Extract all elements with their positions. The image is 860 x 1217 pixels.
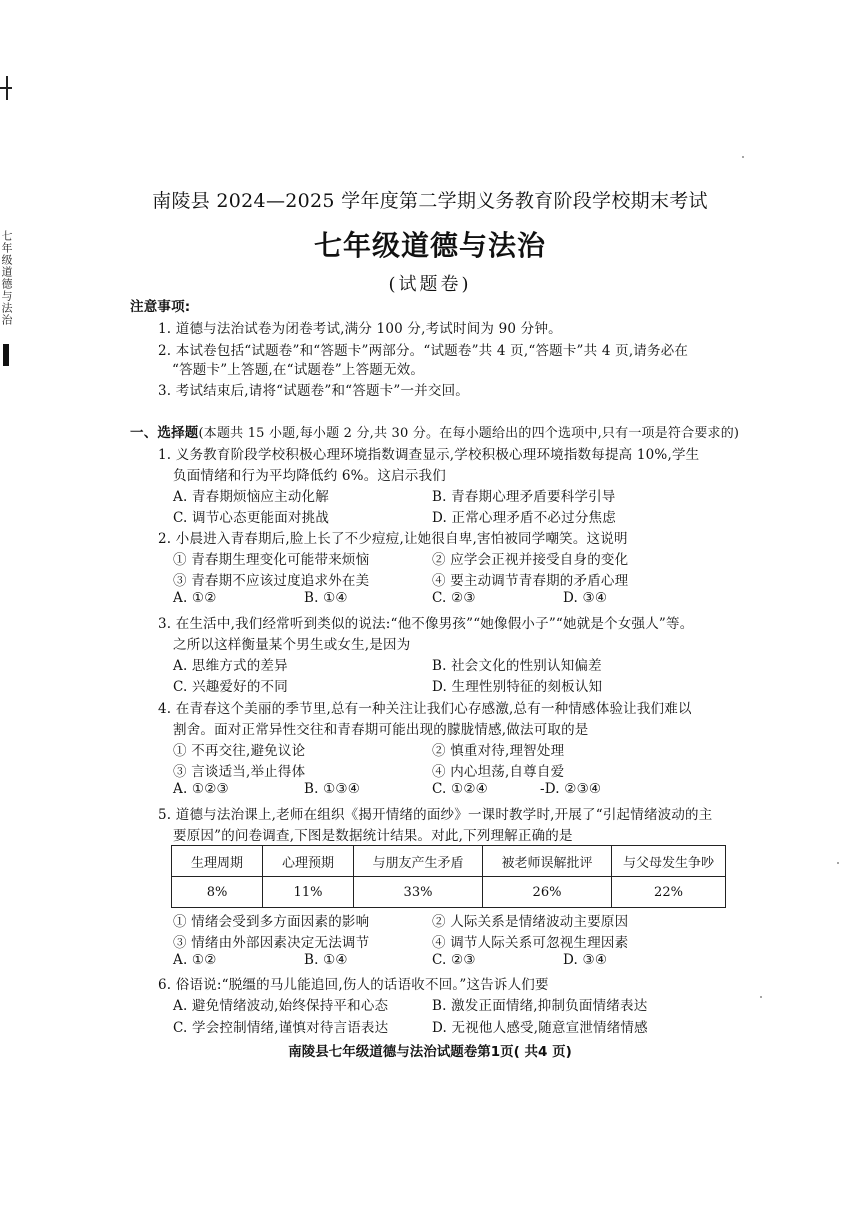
q2-stem: 2. 小晨进入青春期后,脸上长了不少痘痘,让她很自卑,害怕被同学嘲笑。这说明 xyxy=(158,531,628,547)
table-header-cell: 生理周期 xyxy=(172,846,263,877)
table-header-cell: 心理预期 xyxy=(263,846,354,877)
q1-option-c: C. 调节心态更能面对挑战 xyxy=(173,510,330,526)
q2-statement-3: ③ 青春期不应该过度追求外在美 xyxy=(173,573,370,589)
notice-item-2: 2. 本试卷包括“试题卷”和“答题卡”两部分。“试题卷”共 4 页,“答题卡”共 4 页,请务必在 xyxy=(158,343,689,359)
page-footer: 南陵县七年级道德与法治试题卷第1页( 共4 页) xyxy=(288,1044,572,1060)
q5-option-b: B. ①④ xyxy=(304,952,348,968)
q4-stem: 4. 在青春这个美丽的季节里,总有一种关注让我们心存感激,总有一种情感体验让我们难以 xyxy=(158,701,692,717)
q4-option-b: B. ①③④ xyxy=(304,781,361,797)
table-header-cell: 被老师误解批评 xyxy=(483,846,612,877)
notice-item-1: 1. 道德与法治试卷为闭卷考试,满分 100 分,考试时间为 90 分钟。 xyxy=(158,321,562,337)
q4-statement-3: ③ 言谈适当,举止得体 xyxy=(173,764,306,780)
table-cell: 8% xyxy=(172,877,263,908)
exam-heading: 南陵县 2024—2025 学年度第二学期义务教育阶段学校期末考试 xyxy=(152,190,708,212)
q4-option-c: C. ①②④ xyxy=(432,781,488,797)
q5-stem-cont: 要原因”的问卷调查,下图是数据统计结果。对此,下列理解正确的是 xyxy=(173,828,573,844)
q3-option-b: B. 社会文化的性别认知偏差 xyxy=(432,658,602,674)
q4-statement-2: ② 慎重对待,理智处理 xyxy=(432,743,565,759)
binding-side-text: 七年级道德与法治 xyxy=(0,230,13,326)
q3-option-a: A. 思维方式的差异 xyxy=(173,658,288,674)
q5-stem: 5. 道德与法治课上,老师在组织《揭开情绪的面纱》一课时教学时,开展了“引起情绪波动的主 xyxy=(158,807,713,823)
section-name: 一、选择题 xyxy=(130,425,199,441)
table-cell: 26% xyxy=(483,877,612,908)
notice-heading: 注意事项: xyxy=(130,299,191,315)
q4-option-a: A. ①②③ xyxy=(173,781,229,797)
notice-item-3: 3. 考试结束后,请将“试题卷”和“答题卡”一并交回。 xyxy=(158,383,469,399)
q5-statement-4: ④ 调节人际关系可忽视生理因素 xyxy=(432,935,629,951)
notice-item-2-cont: “答题卡”上答题,在“试题卷”上答题无效。 xyxy=(172,362,425,378)
q4-statement-1: ① 不再交往,避免议论 xyxy=(173,743,306,759)
q5-survey-table xyxy=(171,845,726,908)
q1-option-a: A. 青春期烦恼应主动化解 xyxy=(173,489,329,505)
q1-stem: 1. 义务教育阶段学校积极心理环境指数调查显示,学校积极心理环境指数每提高 10%,学生 xyxy=(158,447,700,463)
table-cell: 11% xyxy=(263,877,354,908)
q6-option-b: B. 激发正面情绪,抑制负面情绪表达 xyxy=(432,998,648,1014)
q6-option-d: D. 无视他人感受,随意宣泄情绪情感 xyxy=(432,1020,648,1036)
q6-option-a: A. 避免情绪波动,始终保持平和心态 xyxy=(173,998,389,1014)
q5-statement-2: ② 人际关系是情绪波动主要原因 xyxy=(432,914,629,930)
exam-subtitle: (试题卷) xyxy=(388,274,472,295)
section-desc: (本题共 15 小题,每小题 2 分,共 30 分。在每小题给出的四个选项中,只有一项是符合要求的) xyxy=(198,426,740,441)
q1-option-b: B. 青春期心理矛盾要科学引导 xyxy=(432,489,616,505)
crop-mark xyxy=(0,76,14,100)
table-header-row xyxy=(172,846,726,877)
q2-option-b: B. ①④ xyxy=(304,590,348,606)
q6-stem: 6. 俗语说:“脱缰的马儿能追回,伤人的话语收不回。”这告诉人们要 xyxy=(158,977,549,993)
q4-stem-cont: 割舍。面对正常异性交往和青春期可能出现的朦胧情感,做法可取的是 xyxy=(173,722,589,738)
q2-statement-2: ② 应学会正视并接受自身的变化 xyxy=(432,552,629,568)
exam-title: 七年级道德与法治 xyxy=(313,229,546,262)
table-cell: 33% xyxy=(354,877,483,908)
q4-option-d: -D. ②③④ xyxy=(540,781,602,797)
q2-option-a: A. ①② xyxy=(173,590,217,606)
scan-speck xyxy=(837,862,839,864)
scan-speck xyxy=(742,156,744,158)
table-cell: 22% xyxy=(612,877,726,908)
q4-statement-4: ④ 内心坦荡,自尊自爱 xyxy=(432,764,565,780)
table-header-cell: 与朋友产生矛盾 xyxy=(354,846,483,877)
scan-speck xyxy=(760,996,762,998)
q6-option-c: C. 学会控制情绪,谨慎对待言语表达 xyxy=(173,1020,389,1036)
table-row xyxy=(172,877,726,908)
q5-option-c: C. ②③ xyxy=(432,952,476,968)
q3-option-d: D. 生理性别特征的刻板认知 xyxy=(432,679,603,695)
q2-option-d: D. ③④ xyxy=(563,590,608,606)
q1-option-d: D. 正常心理矛盾不必过分焦虑 xyxy=(432,510,616,526)
q5-statement-3: ③ 情绪由外部因素决定无法调节 xyxy=(173,935,370,951)
q1-stem-cont: 负面情绪和行为平均降低约 6%。这启示我们 xyxy=(173,468,446,484)
q2-option-c: C. ②③ xyxy=(432,590,476,606)
q5-statement-1: ① 情绪会受到多方面因素的影响 xyxy=(173,914,370,930)
q5-option-a: A. ①② xyxy=(173,952,217,968)
binding-mark xyxy=(3,344,9,366)
table-header-cell: 与父母发生争吵 xyxy=(612,846,726,877)
q2-statement-1: ① 青春期生理变化可能带来烦恼 xyxy=(173,552,370,568)
q2-statement-4: ④ 要主动调节青春期的矛盾心理 xyxy=(432,573,629,589)
section-title xyxy=(130,421,739,441)
q3-stem-cont: 之所以这样衡量某个男生或女生,是因为 xyxy=(173,637,411,653)
q3-stem: 3. 在生活中,我们经常听到类似的说法:“他不像男孩”“她像假小子”“她就是个女强人”等。 xyxy=(158,616,694,632)
q3-option-c: C. 兴趣爱好的不同 xyxy=(173,679,288,695)
q5-option-d: D. ③④ xyxy=(563,952,608,968)
